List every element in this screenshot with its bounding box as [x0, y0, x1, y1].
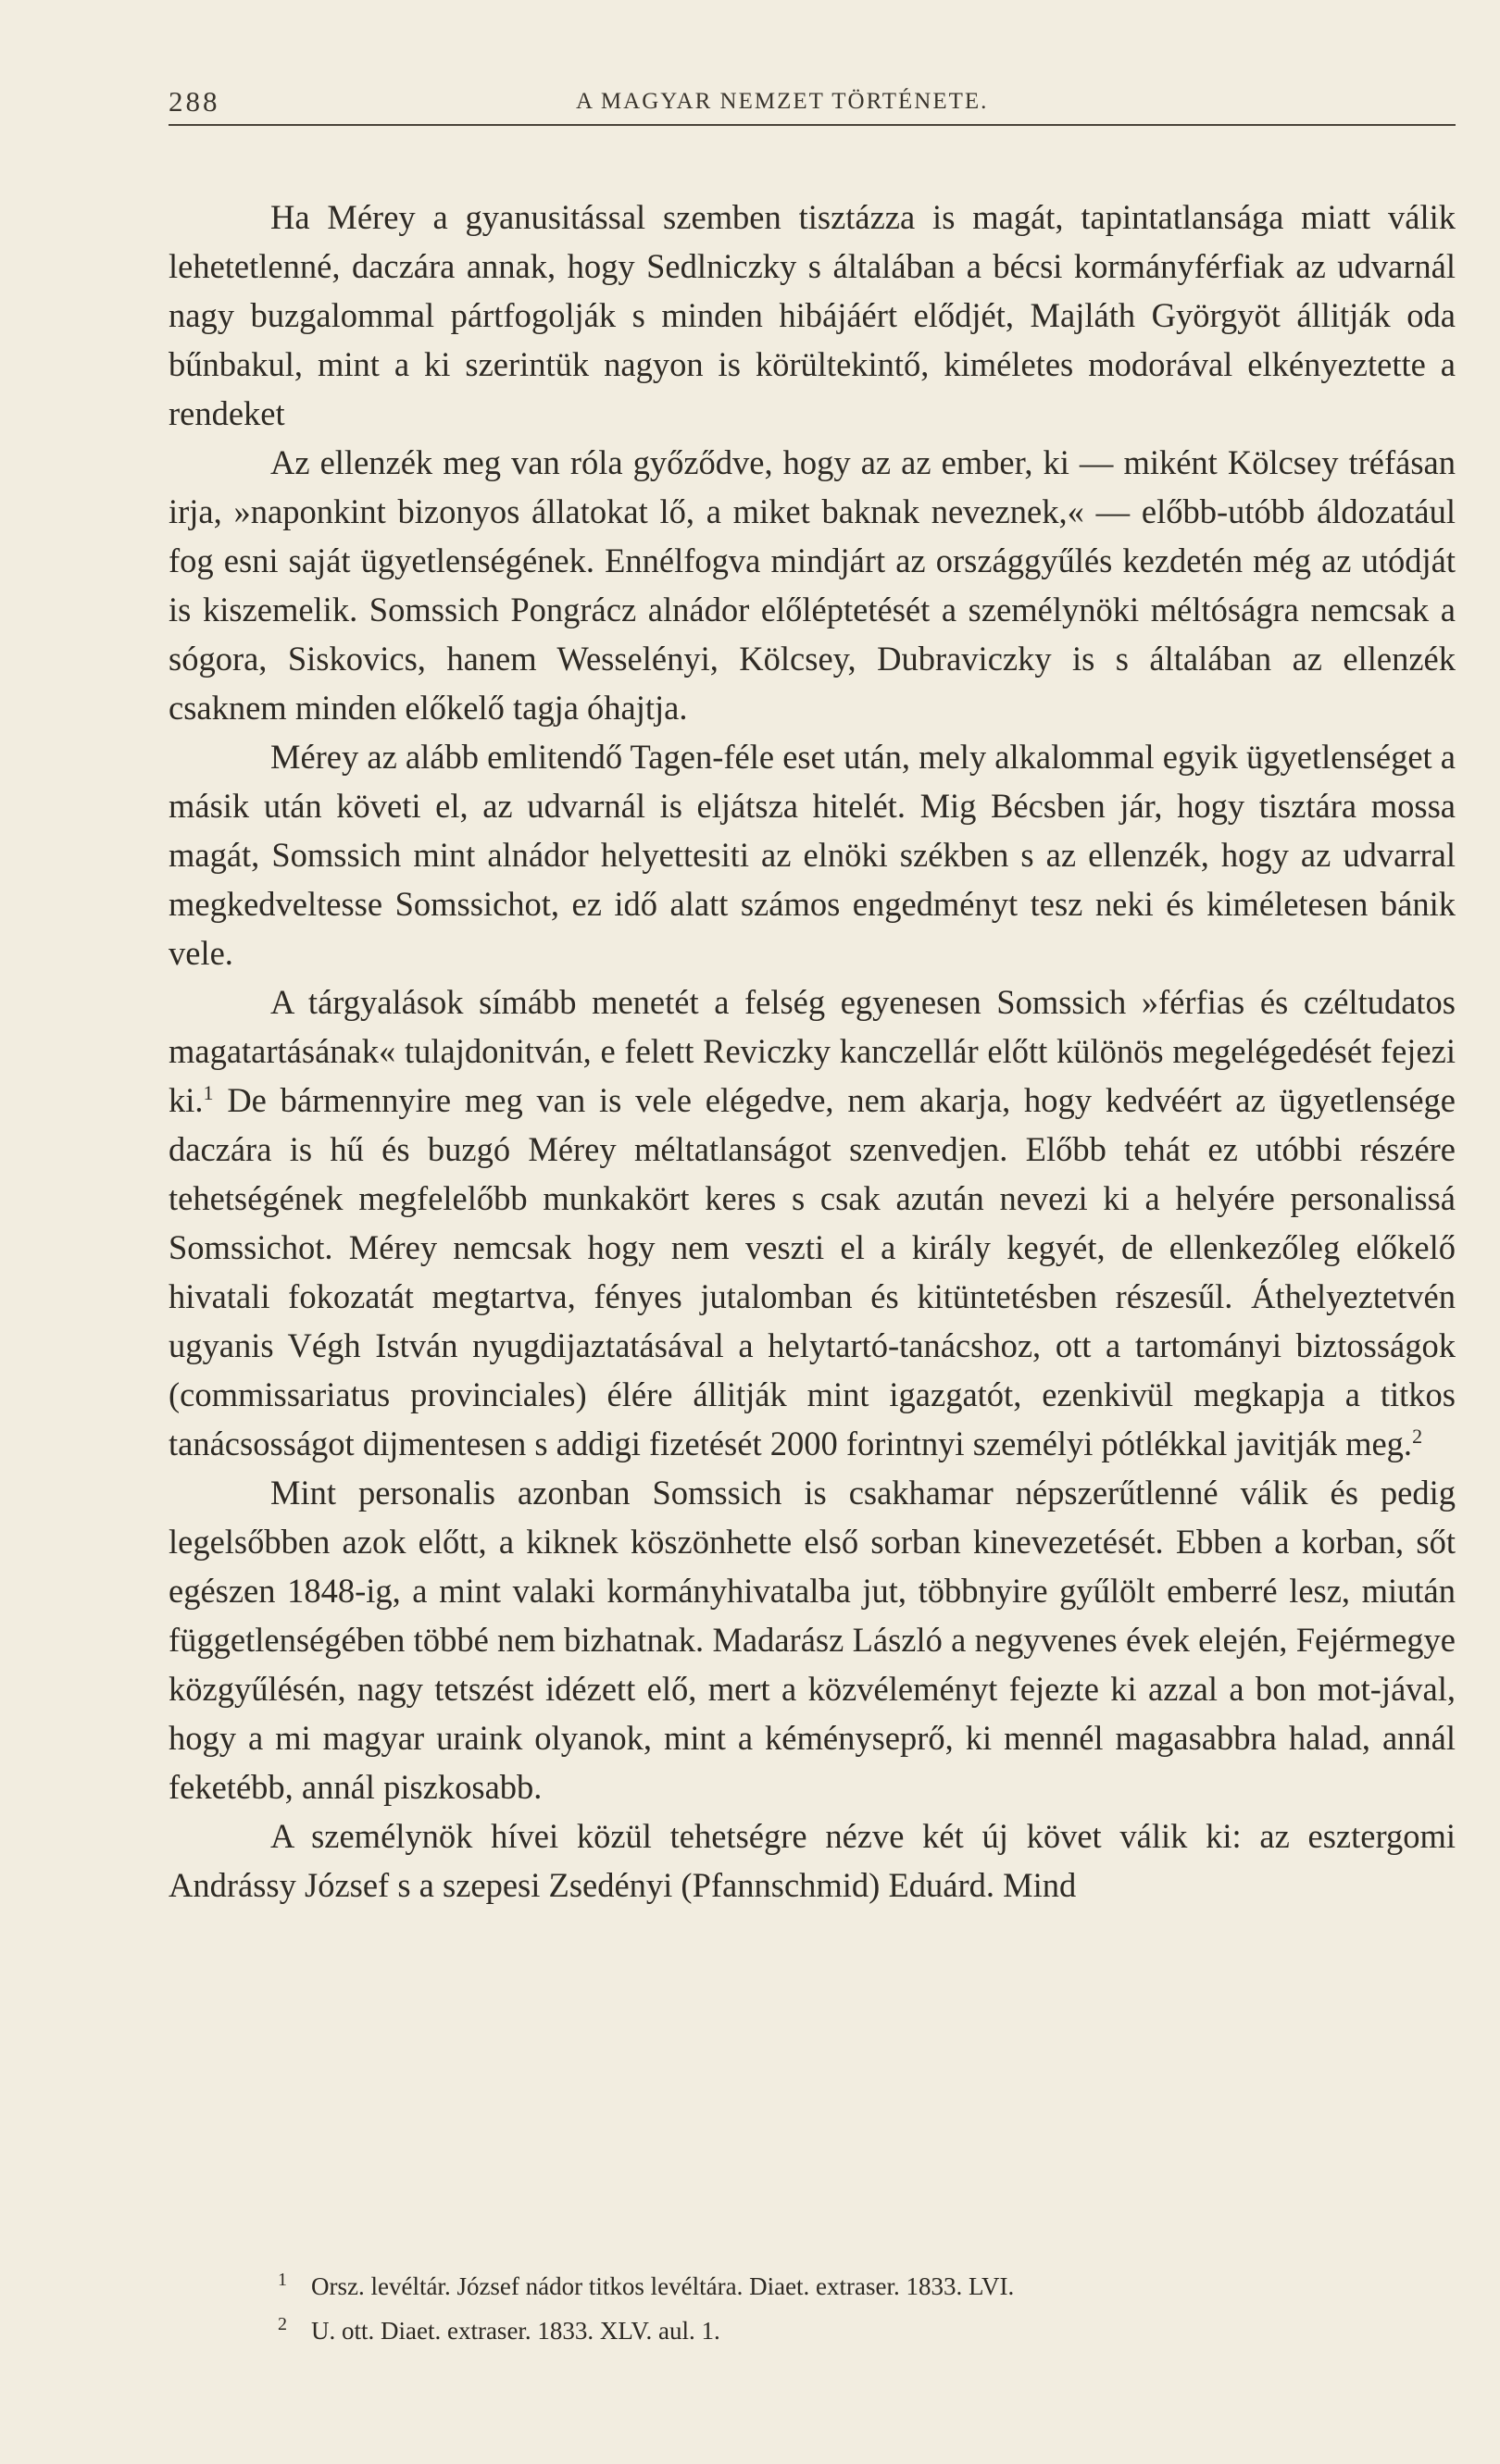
paragraph — [169, 438, 1456, 732]
paragraph-text: A tárgyalások símább menetét a felség egyenesen Somssich »férfias és czéltudatos magatartásának« tulajdonitván, e felett Reviczky kanczellár előtt különös megelégedését fejezi ki. — [169, 983, 1456, 1119]
paragraph-text: Mint personalis azonban Somssich is csakhamar népszerűtlenné válik és pedig legelsőbben azok előtt, a kiknek köszönhette első sorban kinevezetését. Ebben a korban, sőt egészen 1848-ig, a mint valaki kormányhivatalba jut, többnyire gyűlölt emberré lesz, miután függetlenségében többé nem bizhatnak. Madarász László a negyvenes évek elején, Fejérmegye közgyűlésén, nagy tetszést idézett elő, mert a közvéleményt fejezte ki azzal a bon mot-jával, hogy a mi magyar uraink olyanok, mint a kéményseprő, ki mennél magasabbra halad, annál feketébb, annál piszkosabb. — [169, 1474, 1456, 1806]
footnotes — [169, 2264, 1456, 2353]
running-title: A MAGYAR NEMZET TÖRTÉNETE. — [576, 89, 989, 114]
paragraph-text: A személynök hívei közül tehetségre nézve két új követ válik ki: az esztergomi Andrássy József s a szepesi Zsedényi (Pfannschmid) Eduárd. Mind — [169, 1817, 1456, 1904]
paragraph-text: Az ellenzék meg van róla győződve, hogy az az ember, ki — miként Kölcsey tréfásan irja, »naponkint bizonyos állatokat lő, a miket baknak neveznek,« — előbb-utóbb áldozatául fog esni saját ügyetlenségének. Ennélfogva mindjárt az országgyűlés kezdetén még az utódját is kiszemelik. Somssich Pongrácz alnádor előléptetését a személynöki méltóságra nemcsak a sógora, Siskovics, hanem Wesselényi, Kölcsey, Dubraviczky is s általában az ellenzék csaknem minden előkelő tagja óhajtja. — [169, 443, 1456, 727]
paragraph — [169, 193, 1456, 438]
footnote: 2 U. ott. Diaet. extraser. 1833. XLV. aul. 1. — [278, 2314, 720, 2345]
paragraph-text: De bármennyire meg van is vele elégedve, nem akarja, hogy kedvéért az ügyetlensége daczára is hű és buzgó Mérey méltatlanságot szenvedjen. Előbb tehát ez utóbbi részére tehetségének megfelelőbb munkakört keres s csak azután nevezi ki a helyére personalissá Somssichot. Mérey nemcsak hogy nem veszti el a király kegyét, de ellenkezőleg előkelő hivatali fokozatát megtartva, fényes jutalomban és kitüntetésben részesűl. Áthelyeztetvén ugyanis Végh István nyugdijaztatásával a helytartó-tanácshoz, ott a tartományi biztosságok (commissariatus provinciales) élére állitják mint igazgatót, ezenkivül megkapja a titkos tanácsosságot dijmentesen s addigi fizetését 2000 forintnyi személyi pótlékkal javitják meg. — [169, 1081, 1456, 1462]
body-text — [169, 193, 1456, 1910]
header-rule — [169, 124, 1456, 126]
page-header — [169, 85, 1456, 131]
paragraph — [169, 732, 1456, 977]
footnote-ref: 2 — [1412, 1424, 1423, 1448]
paragraph-text: Mérey az alább emlitendő Tagen-féle eset után, mely alkalommal egyik ügyetlenséget a másik után követi el, az udvarnál is eljátsza hitelét. Mig Bécsben jár, hogy tisztára mossa magát, Somssich mint alnádor helyettesiti az elnöki székben s az ellenzék, hogy az udvarral megkedveltesse Somssichot, ez idő alatt számos engedményt tesz neki és kiméletesen bánik vele. — [169, 738, 1456, 972]
paragraph — [169, 1468, 1456, 1811]
paragraph — [169, 1811, 1456, 1910]
paragraph-text: Ha Mérey a gyanusitással szemben tisztázza is magát, tapintatlansága miatt válik lehetetlenné, daczára annak, hogy Sedlniczky s általában a bécsi kormányférfiak az udvarnál nagy buzgalommal pártfogolják s minden hibájáért elődjét, Majláth Györgyöt állitják oda bűnbakul, mint a ki szerintük nagyon is körültekintő, kiméletes modorával elkényeztette a rendeket — [169, 198, 1456, 432]
page-number: 288 — [169, 85, 220, 118]
footnote-text: Orsz. levéltár. József nádor titkos levéltára. Diaet. extraser. 1833. LVI. — [311, 2272, 1015, 2300]
footnote-text: U. ott. Diaet. extraser. 1833. XLV. aul. 1. — [311, 2317, 720, 2345]
footnote-ref: 1 — [203, 1080, 214, 1104]
footnote: 1 Orsz. levéltár. József nádor titkos levéltára. Diaet. extraser. 1833. LVI. — [278, 2270, 1015, 2300]
paragraph — [169, 977, 1456, 1468]
